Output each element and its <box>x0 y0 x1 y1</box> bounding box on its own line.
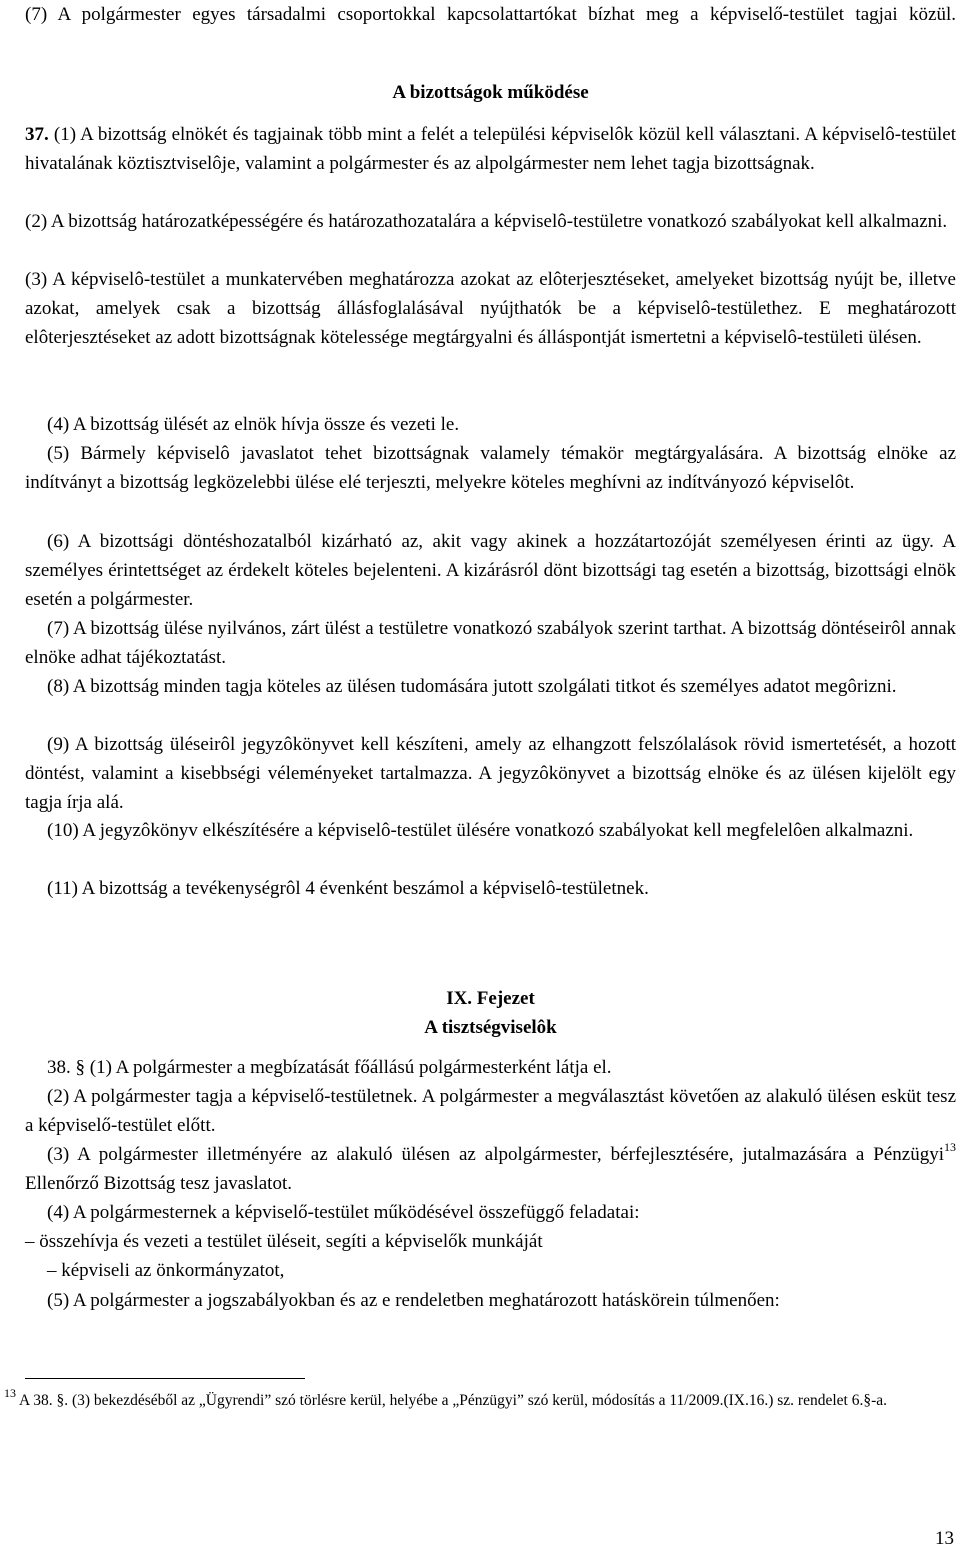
paragraph-text: (1) A bizottság elnökét és tagjainak több mint a felét a települési képviselôk közül kell választani. A képviselô-testület hivatalának köztisztviselôje, valamint a polgármester és az alpolgármester nem lehet tagja bizottságnak. <box>25 124 957 174</box>
duty-list-item-2: – képviseli az önkormányzatot, <box>47 1260 285 1281</box>
paragraph-7-liaison: (7) A polgármester egyes társadalmi csoportokkal kapcsolattartókat bízhat meg a képviselő-testület tagjai közül. <box>25 4 956 25</box>
section-37-paragraph-10: (10) A jegyzôkönyv elkészítésére a képviselô-testület ülésére vonatkozó szabályokat kell megfelelôen alkalmazni. <box>47 820 914 841</box>
paragraph-text-continued: Ellenőrző Bizottság tesz javaslatot. <box>25 1173 292 1194</box>
page-number: 13 <box>935 1528 954 1549</box>
duty-list-item-1: – összehívja és vezeti a testület üléseit, segíti a képviselők munkáját <box>25 1231 543 1252</box>
section-heading-committees: A bizottságok működése <box>392 82 589 103</box>
footnote-separator <box>25 1378 305 1379</box>
footnote-mark: 13 <box>4 1385 16 1400</box>
section-37-paragraph-5: (5) Bármely képviselô javaslatot tehet bizottságnak valamely témakör megtárgyalására. A bizottság elnöke az indítványt a bizottság legközelebbi ülése elé terjeszti, melyekre köteles meghívni az indítványozó képviselôt. <box>25 443 956 493</box>
section-38-paragraph-3 <box>25 1140 956 1198</box>
section-37-paragraph-1 <box>25 120 956 178</box>
section-37-paragraph-2: (2) A bizottság határozatképességére és határozathozatalára a képviselô-testületre vonatkozó szabályokat kell alkalmazni. <box>25 211 948 232</box>
section-37-paragraph-3: (3) A képviselô-testület a munkatervében meghatározza azokat az elôterjesztéseket, amelyeket bizottság nyújt be, illetve azokat, amelyek csak a bizottság állásfoglalásával nyújthatók be a képviselô-testülethez. E meghatározott elôterjesztéseket az adott bizottságnak kötelessége megtárgyalni és álláspontját ismertetni a képviselô-testületi ülésen. <box>25 269 956 348</box>
section-38-paragraph-1: 38. § (1) A polgármester a megbízatását főállású polgármesterként látja el. <box>47 1057 612 1078</box>
section-37-paragraph-7: (7) A bizottság ülése nyilvános, zárt ülést a testületre vonatkozó szabályok szerint tarthat. A bizottság döntéseirôl annak elnöke adhat tájékoztatást. <box>25 618 956 668</box>
section-37-paragraph-6: (6) A bizottsági döntéshozatalból kizárható az, akit vagy akinek a hozzátartozóját személyesen érinti az ügy. A személyes érintettséget az érdekelt köteles bejelenteni. A kizárásról dönt bizottsági tag esetén a bizottság, bizottsági elnök esetén a polgármester. <box>25 531 956 610</box>
section-number: 37. <box>25 124 49 145</box>
section-37-paragraph-4: (4) A bizottság ülését az elnök hívja össze és vezeti le. <box>47 414 460 435</box>
paragraph-text: (3) A polgármester illetményére az alakuló ülésen az alpolgármester, bérfejlesztésére, jutalmazására a Pénzügyi <box>47 1144 944 1165</box>
section-38-paragraph-4: (4) A polgármesternek a képviselő-testület működésével összefüggő feladatai: <box>47 1202 640 1223</box>
chapter-title: A tisztségviselôk <box>424 1017 557 1038</box>
chapter-number: IX. Fejezet <box>446 988 535 1009</box>
section-38-paragraph-5: (5) A polgármester a jogszabályokban és az e rendeletben meghatározott hatáskörein túlmenően: <box>47 1290 780 1311</box>
section-37-paragraph-8: (8) A bizottság minden tagja köteles az ülésen tudomására jutott szolgálati titkot és személyes adatot megôrizni. <box>47 676 897 697</box>
footnote-13 <box>4 1385 956 1414</box>
footnote-reference[interactable]: 13 <box>944 1139 956 1154</box>
footnote-text: A 38. §. (3) bekezdéséből az „Ügyrendi” szó törlésre kerül, helyébe a „Pénzügyi” szó kerül, módosítás a 11/2009.(IX.16.) sz. rendelet 6.§-a. <box>16 1392 888 1409</box>
section-37-paragraph-9: (9) A bizottság üléseirôl jegyzôkönyvet kell készíteni, amely az elhangzott felszólalások rövid ismertetését, a hozott döntést, valamint a kisebbségi véleményeket tartalmazza. A jegyzôkönyvet a bizottság elnöke és az ülésen kijelölt egy tagja írja alá. <box>25 734 956 813</box>
section-38-paragraph-2: (2) A polgármester tagja a képviselő-testületnek. A polgármester a megválasztást követően az alakuló ülésen esküt tesz a képviselő-testület előtt. <box>25 1086 956 1136</box>
section-37-paragraph-11: (11) A bizottság a tevékenységrôl 4 évenként beszámol a képviselô-testületnek. <box>47 878 649 899</box>
